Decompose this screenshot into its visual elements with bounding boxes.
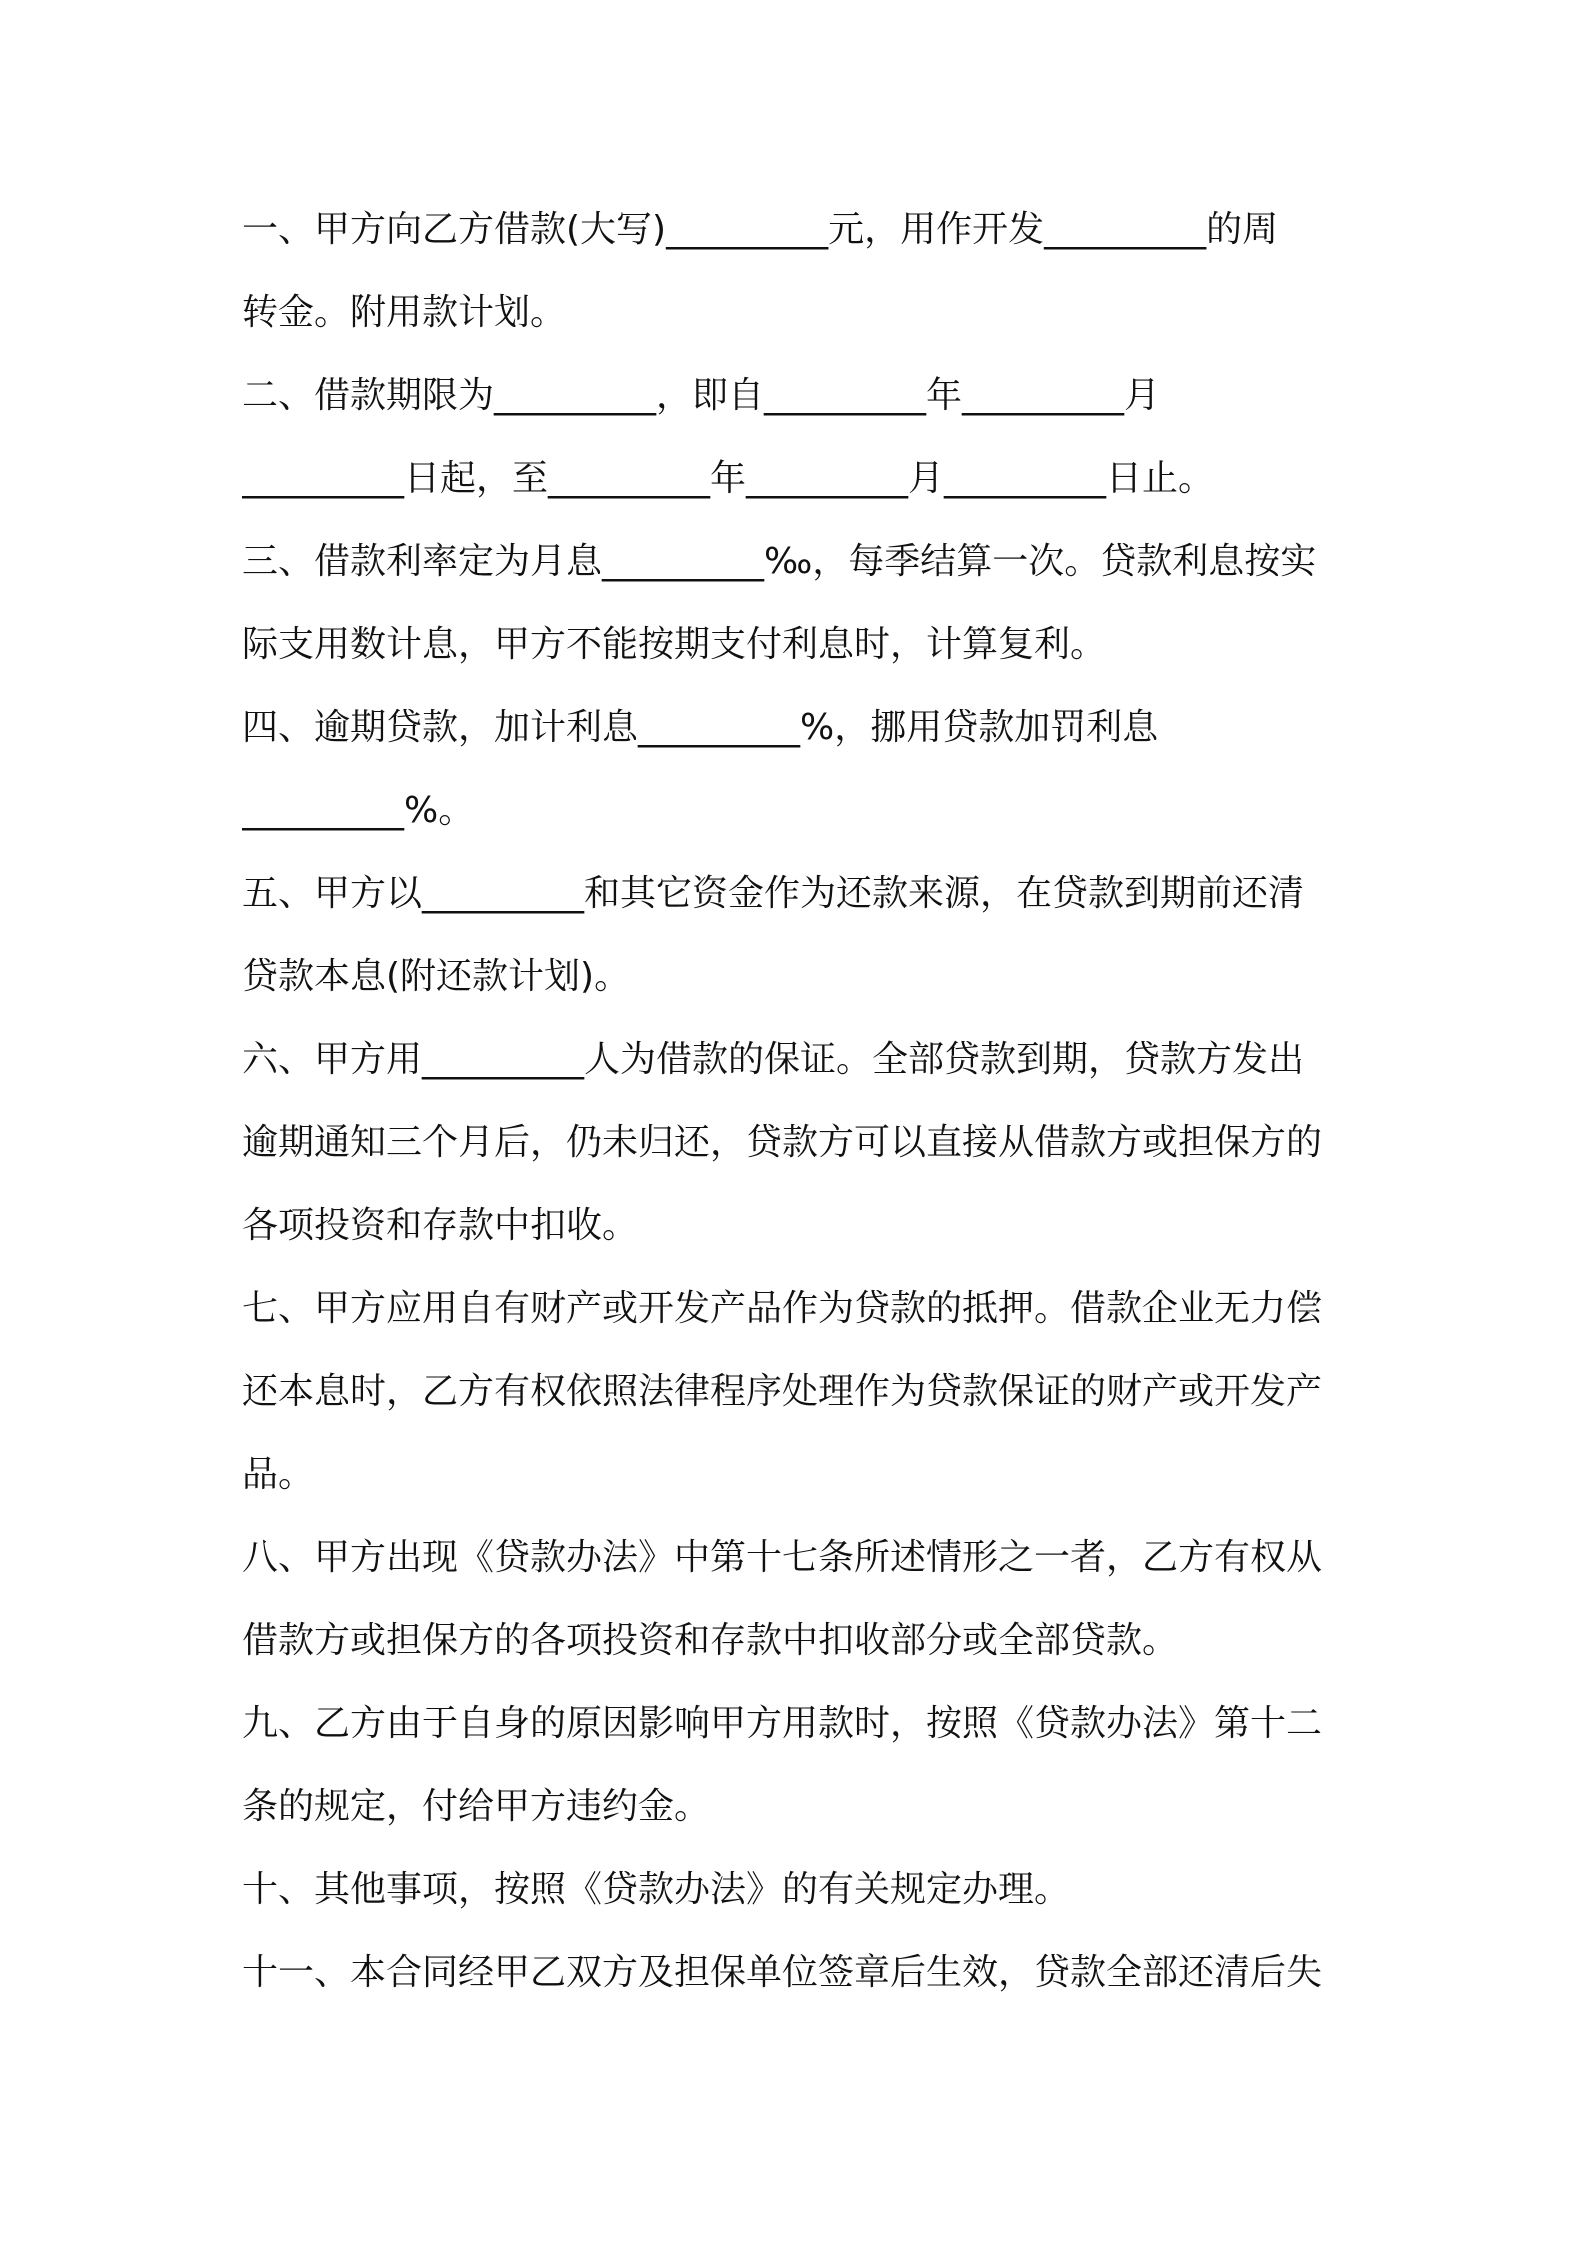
text-line: _________日起，至_________年_________月_________日止。 xyxy=(242,458,1215,499)
text-line: 二、借款期限为_________，即自_________年_________月 xyxy=(242,375,1161,416)
text-line: 各项投资和存款中扣收。 xyxy=(242,1205,639,1246)
text-line: 品。 xyxy=(242,1454,315,1495)
text-line: 条的规定，付给甲方违约金。 xyxy=(242,1786,711,1827)
text-line: 贷款本息(附还款计划)。 xyxy=(242,956,631,997)
text-line: 逾期通知三个月后，仍未归还，贷款方可以直接从借款方或担保方的 xyxy=(242,1122,1323,1163)
text-line: 七、甲方应用自有财产或开发产品作为贷款的抵押。借款企业无力偿 xyxy=(242,1288,1323,1329)
text-line: 转金。附用款计划。 xyxy=(242,292,567,333)
text-line: 借款方或担保方的各项投资和存款中扣收部分或全部贷款。 xyxy=(242,1620,1179,1661)
text-line: 三、借款利率定为月息_________‰，每季结算一次。贷款利息按实 xyxy=(242,541,1317,582)
text-line: _________%。 xyxy=(242,790,475,831)
text-line: 十、其他事项，按照《贷款办法》的有关规定办理。 xyxy=(242,1869,1071,1910)
text-line: 还本息时，乙方有权依照法律程序处理作为贷款保证的财产或开发产 xyxy=(242,1371,1323,1412)
text-line: 十一、本合同经甲乙双方及担保单位签章后生效，贷款全部还清后失 xyxy=(242,1952,1323,1993)
text-line: 际支用数计息，甲方不能按期支付利息时，计算复利。 xyxy=(242,624,1107,665)
text-line: 九、乙方由于自身的原因影响甲方用款时，按照《贷款办法》第十二 xyxy=(242,1703,1323,1744)
text-line: 五、甲方以_________和其它资金作为还款来源，在贷款到期前还清 xyxy=(242,873,1305,914)
text-line: 一、甲方向乙方借款(大写)_________元，用作开发_________的周 xyxy=(242,209,1279,250)
text-line: 四、逾期贷款，加计利息_________%，挪用贷款加罚利息 xyxy=(242,707,1159,748)
text-line: 六、甲方用_________人为借款的保证。全部贷款到期，贷款方发出 xyxy=(242,1039,1305,1080)
text-line: 八、甲方出现《贷款办法》中第十七条所述情形之一者，乙方有权从 xyxy=(242,1537,1323,1578)
